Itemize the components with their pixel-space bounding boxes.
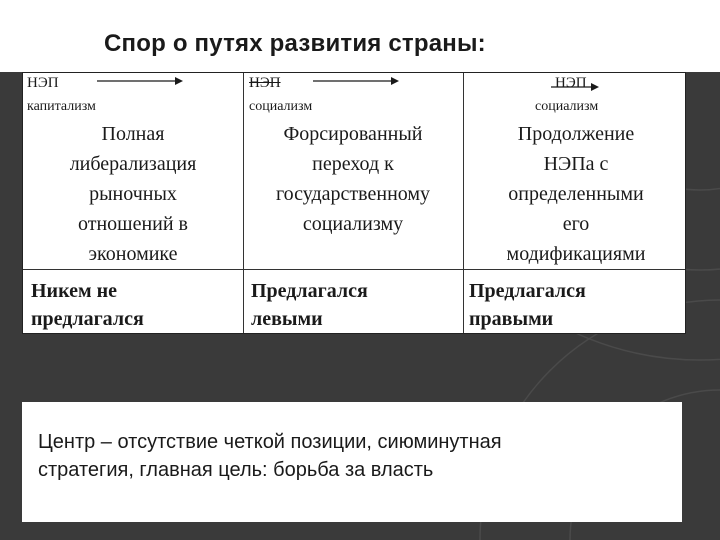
note-text: Центр – отсутствие четкой позиции, сиюминутная стратегия, главная цель: борьба за власть xyxy=(38,431,502,481)
page-title: Спор о путях развития страны: xyxy=(104,30,486,57)
arrow-icon xyxy=(97,75,183,87)
option-description: Форсированный переход к государственному социализму xyxy=(275,123,431,235)
column-divider xyxy=(463,73,464,333)
direction-label: капитализм xyxy=(27,99,96,114)
option-description: Полная либерализация рыночных отношений в экономике xyxy=(69,123,197,265)
option-description: Продолжение НЭПа с определенными его модификациями xyxy=(506,123,646,265)
arrow-icon xyxy=(551,81,599,93)
column-divider xyxy=(243,73,244,333)
note-panel xyxy=(22,402,682,522)
nep-label: НЭП xyxy=(555,75,587,91)
row-divider xyxy=(23,269,685,270)
proposer-text: Предлагался правыми xyxy=(469,280,586,330)
title-bar xyxy=(0,0,720,72)
nep-label: НЭП xyxy=(249,75,281,91)
direction-label: социализм xyxy=(535,99,599,114)
comparison-table xyxy=(22,72,686,334)
proposer-text: Никем не предлагался xyxy=(31,280,144,330)
nep-label: НЭП xyxy=(27,75,59,91)
arrow-icon xyxy=(313,75,399,87)
direction-label: социализм xyxy=(249,99,313,114)
proposer-text: Предлагался левыми xyxy=(251,280,368,330)
